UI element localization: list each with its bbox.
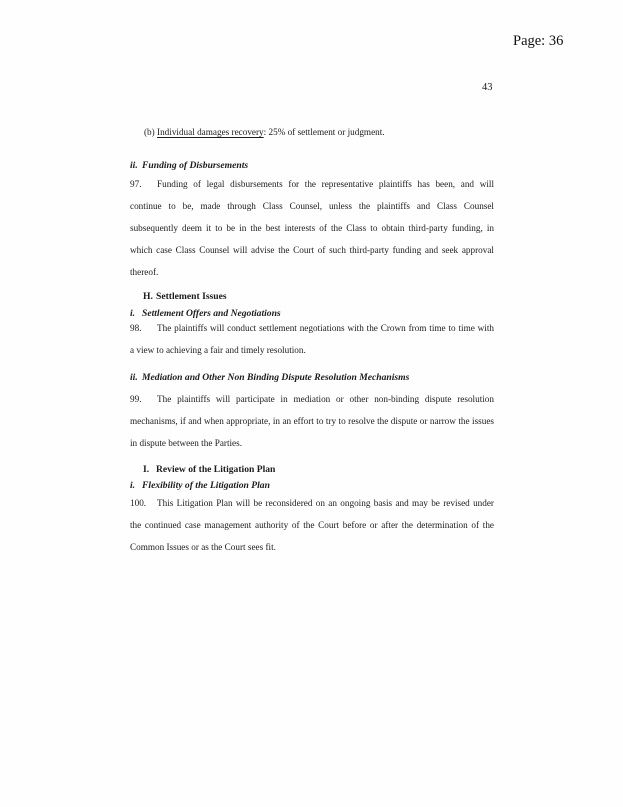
paragraph-line: mechanisms, if and when appropriate, in an effort to try to resolve the dispute or narrow the issues: [130, 416, 494, 426]
paragraph-line: [130, 317, 494, 339]
paragraph-line: a view to achieving a fair and timely resolution.: [130, 345, 306, 355]
paragraph-line-text: The plaintiffs will conduct settlement negotiations with the Crown from time to time with: [157, 323, 494, 333]
paragraph-99-number: 99.: [130, 394, 142, 404]
paragraph-98-number: 98.: [130, 323, 142, 333]
paragraph-97: [130, 173, 494, 283]
item-b-suffix: : 25% of settlement or judgment.: [263, 127, 385, 137]
heading-mediation-title: Mediation and Other Non Binding Dispute Resolution Mechanisms: [142, 372, 410, 383]
paragraph-line: subsequently deem it to be in the best interests of the Class to obtain third-party funding, in: [130, 223, 494, 233]
list-item-b-line: [144, 121, 508, 143]
heading-review-title: Review of the Litigation Plan: [156, 464, 276, 475]
heading-settlement-issues-label: H.: [143, 291, 153, 302]
paragraph-line: which case Class Counsel will advise the Court of such third-party funding and seek approval: [130, 245, 494, 255]
folio-page-number: 43: [482, 82, 493, 93]
paragraph-line: Common Issues or as the Court sees fit.: [130, 542, 276, 552]
paragraph-line: thereof.: [130, 267, 159, 277]
paragraph-line: continue to be, made through Class Counsel, unless the plaintiffs and Class Counsel: [130, 201, 494, 211]
heading-settlement-issues-title: Settlement Issues: [156, 291, 227, 302]
paragraph-97-number: 97.: [130, 179, 142, 189]
paragraph-line: [130, 492, 494, 514]
list-item-b: [130, 121, 508, 143]
item-b-underlined-text: Individual damages recovery: [157, 127, 264, 137]
heading-flexibility-label: i.: [130, 480, 136, 491]
paragraph-line: the continued case management authority of the Court before or after the determination of the: [130, 520, 494, 530]
paragraph-line: [130, 173, 494, 195]
heading-flexibility-title: Flexibility of the Litigation Plan: [142, 480, 270, 491]
paragraph-line: [130, 388, 494, 410]
paragraph-99: [130, 388, 494, 454]
heading-funding-title: Funding of Disbursements: [142, 160, 249, 171]
heading-funding-label: ii.: [130, 160, 138, 171]
paragraph-line-text: This Litigation Plan will be reconsidered on an ongoing basis and may be revised under: [157, 498, 494, 508]
paragraph-98: [130, 317, 494, 361]
heading-mediation-label: ii.: [130, 372, 138, 383]
paragraph-line-text: Funding of legal disbursements for the representative plaintiffs has been, and will: [157, 179, 494, 189]
paragraph-100-number: 100.: [130, 498, 147, 508]
item-b-prefix: (b): [144, 127, 158, 137]
paragraph-line-text: The plaintiffs will participate in mediation or other non-binding dispute resolution: [157, 394, 494, 404]
heading-review-label: I.: [143, 464, 150, 475]
heading-settlement-offers-title: Settlement Offers and Negotiations: [142, 308, 281, 319]
paragraph-line: in dispute between the Parties.: [130, 438, 243, 448]
heading-mediation: [130, 367, 494, 389]
heading-settlement-offers-label: i.: [130, 308, 136, 319]
paragraph-100: [130, 492, 494, 558]
viewer-page-label: Page: 36: [513, 33, 564, 49]
